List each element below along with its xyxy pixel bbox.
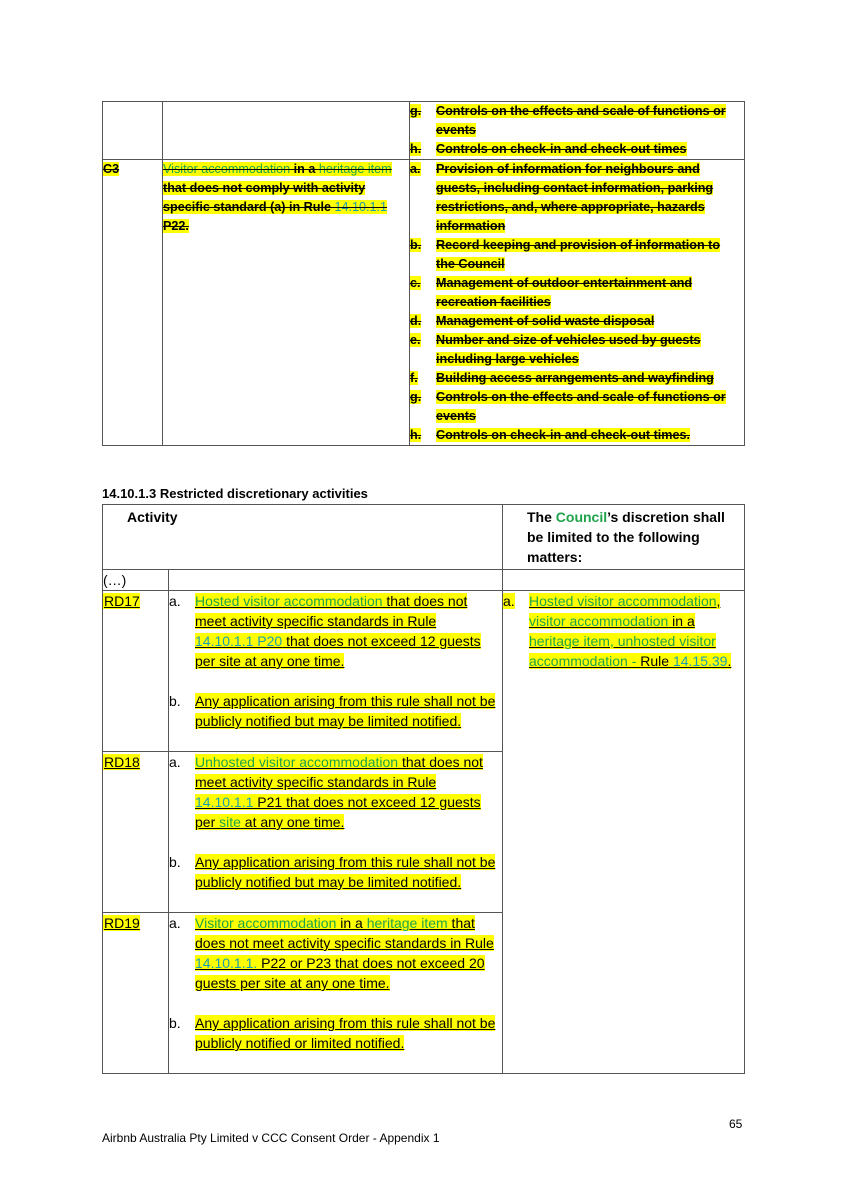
code-cell: C3 (103, 160, 163, 446)
activity-cell (169, 591, 503, 752)
list-item: b. Record keeping and provision of information to the Council (410, 238, 721, 271)
table-row (103, 570, 745, 591)
list-item: b. Any application arising from this rule shall not be publicly notified but may be limited notified. (169, 854, 496, 890)
list-item: e. Number and size of vehicles used by guests including large vehicles (410, 333, 701, 366)
table-row (103, 102, 745, 160)
matters-cell (410, 160, 745, 446)
list-item: b. Any application arising from this rule shall not be publicly notified but may be limited notified. (169, 693, 496, 729)
matters-list (410, 160, 744, 445)
list-item: a. Visitor accommodation in a heritage item that does not meet activity specific standards in Rule 14.10.1.1. P22 or P23 that does not exceed 20 guests per site at any one time. (169, 915, 494, 991)
activity-cell: Visitor accommodation in a heritage item that does not comply with activity specific standard (a) in Rule 14.10.1.1 P22. (163, 160, 410, 446)
matters-cell (503, 591, 745, 1074)
list-item: a. Provision of information for neighbours and guests, including contact information, parking restrictions, and, where appropriate, hazards information (410, 162, 714, 233)
discretion-header: The Council’s discretion shall be limited to the following matters: (503, 505, 745, 570)
page-number: 65 (729, 1117, 743, 1131)
list-item: g. Controls on the effects and scale of functions or events (410, 104, 726, 137)
list-item: a. Hosted visitor accommodation, visitor accommodation in a heritage item, unhosted visitor accommodation - Rule 14.15.39. (503, 593, 732, 669)
matters-cell (410, 102, 745, 160)
rule-code: RD19 (103, 913, 169, 1074)
matters-list (410, 102, 744, 159)
list-item: a. Hosted visitor accommodation that does not meet activity specific standards in Rule 14.10.1.1 P20 that does not exceed 12 guests per site at any one time. (169, 593, 481, 669)
page-footer: Airbnb Australia Pty Limited v CCC Consent Order - Appendix 1 (102, 1131, 440, 1145)
list-item: h. Controls on check-in and check-out times (410, 142, 687, 156)
list-item: b. Any application arising from this rule shall not be publicly notified or limited notified. (169, 1015, 496, 1051)
activity-cell (169, 752, 503, 913)
top-table (102, 101, 745, 446)
activity-cell (169, 913, 503, 1074)
rule-code: RD17 (103, 591, 169, 752)
ellipsis-cell: (…) (103, 570, 169, 591)
activity-header: Activity (103, 505, 503, 570)
table-row (103, 591, 745, 752)
list-item: d. Management of solid waste disposal (410, 314, 655, 328)
list-item: c. Management of outdoor entertainment and recreation facilities (410, 276, 693, 309)
code-cell (103, 102, 163, 160)
list-item: h. Controls on check-in and check-out times. (410, 428, 691, 442)
empty-cell (503, 570, 745, 591)
section-heading: 14.10.1.3 Restricted discretionary activities (102, 486, 368, 501)
list-item: a. Unhosted visitor accommodation that does not meet activity specific standards in Rule 14.10.1.1 P21 that does not exceed 12 guests per site at any one time. (169, 754, 483, 830)
table-header-row (103, 505, 745, 570)
restricted-discretionary-table (102, 504, 745, 1074)
list-item: g. Controls on the effects and scale of functions or events (410, 390, 726, 423)
list-item: f. Building access arrangements and wayfinding (410, 371, 714, 385)
empty-cell (169, 570, 503, 591)
table-row (103, 160, 745, 446)
rule-code: RD18 (103, 752, 169, 913)
activity-cell (163, 102, 410, 160)
